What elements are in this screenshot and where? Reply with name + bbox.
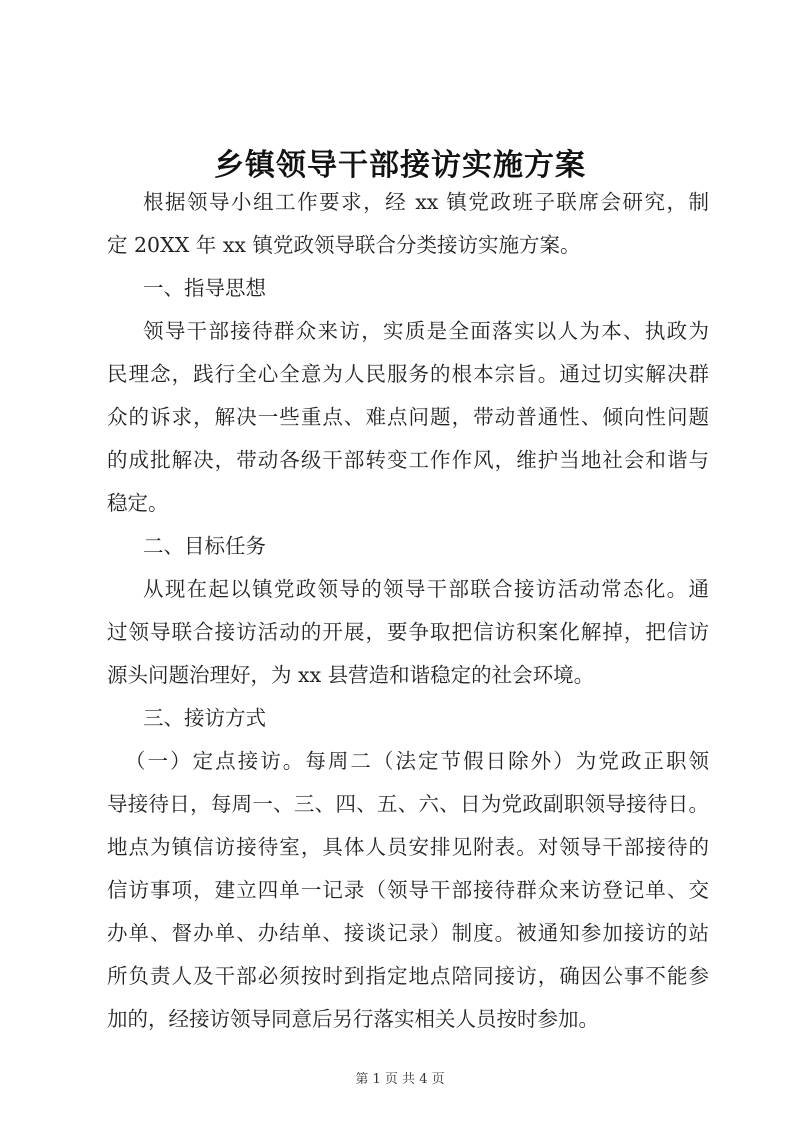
page-footer: 第 1 页 共 4 页 [355,1072,445,1087]
text-line: 加的，经接访领导同意后另行落实相关人员按时参加。 [107,1007,599,1031]
text-line: 领导干部接待群众来访，实质是全面落实以人为本、执政为 [143,319,709,343]
paragraph [107,568,709,697]
document-title: 乡镇领导干部接访实施方案 [214,148,586,183]
text-line: 地点为镇信访接待室，具体人员安排见附表。对领导干部接待的 [107,835,709,859]
section-heading [107,267,709,310]
paragraph [107,740,709,1041]
text-line: （一）定点接访。每周二（法定节假日除外）为党政正职领 [125,749,709,773]
text-line: 源头问题治理好，为 xx 县营造和谐稳定的社会环境。 [107,663,595,687]
text-line: 办单、督办单、办结单、接谈记录）制度。被通知参加接访的站 [107,921,709,945]
text-line: 信访事项，建立四单一记录（领导干部接待群众来访登记单、交 [107,878,709,902]
text-line: 导接待日，每周一、三、四、五、六、日为党政副职领导接待日。 [107,792,709,816]
paragraph [107,310,709,525]
text-line: 的成批解决，带动各级干部转变工作作风，维护当地社会和谐与 [107,448,709,472]
text-line: 所负责人及干部必须按时到指定地点陪同接访，确因公事不能参 [107,964,709,988]
section-heading [107,697,709,740]
text-line: 定 20XX 年 xx 镇党政领导联合分类接访实施方案。 [107,233,581,257]
section-heading [107,525,709,568]
paragraph [107,181,709,267]
text-line: 一、指导思想 [143,276,266,300]
text-line: 从现在起以镇党政领导的领导干部联合接访活动常态化。通 [143,577,709,601]
text-line: 稳定。 [107,491,169,515]
text-line: 根据领导小组工作要求，经 xx 镇党政班子联席会研究，制 [143,190,709,214]
text-line: 过领导联合接访活动的开展，要争取把信访积案化解掉，把信访 [107,620,709,644]
text-line: 三、接访方式 [143,706,266,730]
text-line: 二、目标任务 [143,534,266,558]
text-line: 众的诉求，解决一些重点、难点问题，带动普通性、倾向性问题 [107,405,709,429]
document-body [107,181,709,1041]
text-line: 民理念，践行全心全意为人民服务的根本宗旨。通过切实解决群 [107,362,709,386]
